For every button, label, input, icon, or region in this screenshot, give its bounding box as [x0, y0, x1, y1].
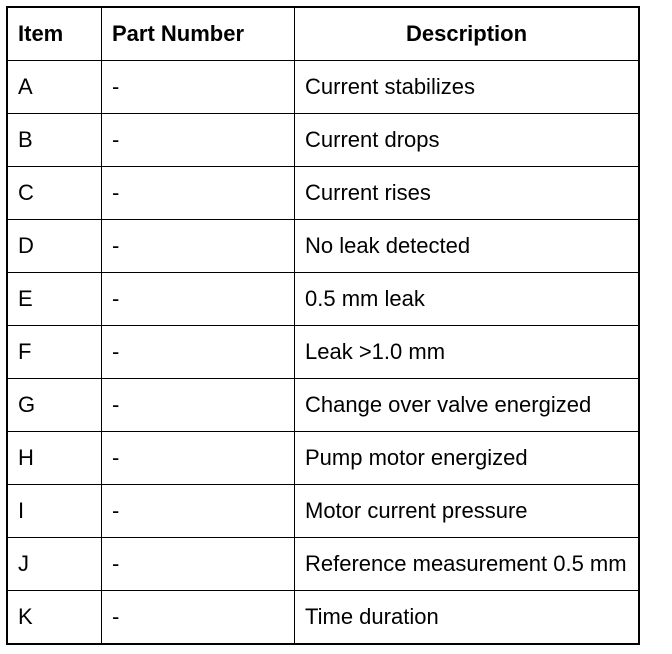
- table-row: [7, 114, 639, 167]
- table-row: [7, 591, 639, 645]
- table-row: [7, 379, 639, 432]
- cell-description: Current drops: [295, 114, 640, 167]
- cell-item: G: [7, 379, 102, 432]
- table-body: [7, 61, 639, 645]
- cell-description: 0.5 mm leak: [295, 273, 640, 326]
- cell-description: Current stabilizes: [295, 61, 640, 114]
- cell-part-number: -: [102, 326, 295, 379]
- table-row: [7, 485, 639, 538]
- cell-description: Reference measurement 0.5 mm: [295, 538, 640, 591]
- table-row: [7, 220, 639, 273]
- header-description: Description: [295, 7, 640, 61]
- cell-part-number: -: [102, 273, 295, 326]
- cell-item: E: [7, 273, 102, 326]
- cell-part-number: -: [102, 591, 295, 645]
- cell-item: K: [7, 591, 102, 645]
- cell-part-number: -: [102, 167, 295, 220]
- cell-part-number: -: [102, 538, 295, 591]
- cell-description: Motor current pressure: [295, 485, 640, 538]
- cell-item: H: [7, 432, 102, 485]
- table-row: [7, 538, 639, 591]
- cell-part-number: -: [102, 114, 295, 167]
- header-row: [7, 7, 639, 61]
- table-row: [7, 326, 639, 379]
- cell-part-number: -: [102, 61, 295, 114]
- cell-description: Time duration: [295, 591, 640, 645]
- table-row: [7, 167, 639, 220]
- table-row: [7, 432, 639, 485]
- cell-item: F: [7, 326, 102, 379]
- cell-description: Change over valve energized: [295, 379, 640, 432]
- cell-part-number: -: [102, 220, 295, 273]
- cell-item: B: [7, 114, 102, 167]
- table-row: [7, 61, 639, 114]
- table-header: [7, 7, 639, 61]
- cell-part-number: -: [102, 432, 295, 485]
- cell-item: A: [7, 61, 102, 114]
- cell-description: Leak >1.0 mm: [295, 326, 640, 379]
- cell-item: C: [7, 167, 102, 220]
- cell-description: Pump motor energized: [295, 432, 640, 485]
- cell-item: D: [7, 220, 102, 273]
- legend-table: [6, 6, 640, 645]
- cell-item: J: [7, 538, 102, 591]
- cell-item: I: [7, 485, 102, 538]
- cell-part-number: -: [102, 485, 295, 538]
- header-item: Item: [7, 7, 102, 61]
- table-row: [7, 273, 639, 326]
- header-part-number: Part Number: [102, 7, 295, 61]
- cell-description: Current rises: [295, 167, 640, 220]
- cell-description: No leak detected: [295, 220, 640, 273]
- cell-part-number: -: [102, 379, 295, 432]
